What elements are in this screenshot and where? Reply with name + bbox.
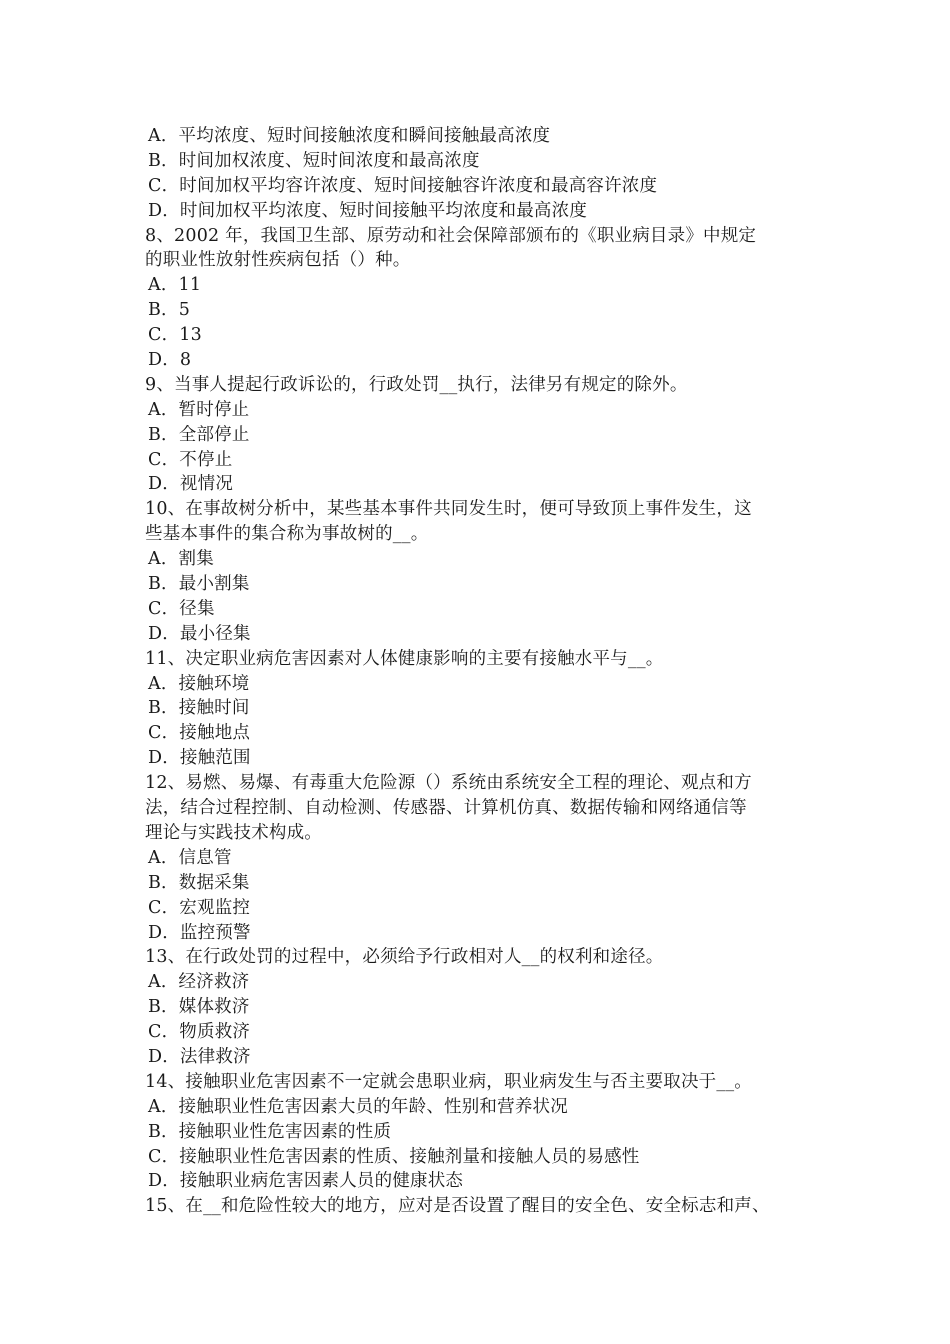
answer-option: B．数据采集 bbox=[148, 872, 250, 893]
question-text: 8、2002 年，我国卫生部、原劳动和社会保障部颁布的《职业病目录》中规定 bbox=[145, 225, 757, 246]
question-text: 9、当事人提起行政诉讼的，行政处罚__执行，法律另有规定的除外。 bbox=[145, 374, 688, 395]
answer-option: B．5 bbox=[148, 300, 191, 321]
answer-option: C．时间加权平均容许浓度、短时间接触容许浓度和最高容许浓度 bbox=[148, 175, 658, 196]
question-text: 法，结合过程控制、自动检测、传感器、计算机仿真、数据传输和网络通信等 bbox=[145, 798, 747, 819]
answer-option: D．视情况 bbox=[148, 474, 234, 495]
answer-option: B．媒体救济 bbox=[148, 997, 250, 1018]
answer-option: B．接触职业性危害因素的性质 bbox=[148, 1121, 392, 1142]
question-text: 13、在行政处罚的过程中，必须给予行政相对人__的权利和途径。 bbox=[145, 947, 664, 968]
answer-option: A．接触环境 bbox=[148, 673, 250, 694]
question-text: 理论与实践技术构成。 bbox=[145, 822, 322, 843]
answer-option: A．暂时停止 bbox=[148, 399, 250, 420]
question-text: 些基本事件的集合称为事故树的__。 bbox=[145, 524, 429, 545]
answer-option: A．接触职业性危害因素大员的年龄、性别和营养状况 bbox=[148, 1096, 568, 1117]
answer-option: A．11 bbox=[148, 275, 202, 296]
answer-option: A．经济救济 bbox=[148, 972, 250, 993]
answer-option: C．接触地点 bbox=[148, 723, 251, 744]
question-text: 12、易燃、易爆、有毒重大危险源（）系统由系统安全工程的理论、观点和方 bbox=[145, 773, 752, 794]
question-text: 的职业性放射性疾病包括（）种。 bbox=[145, 250, 411, 271]
answer-option: C．宏观监控 bbox=[148, 897, 251, 918]
answer-option: D．接触职业病危害因素人员的健康状态 bbox=[148, 1171, 464, 1192]
document-page bbox=[145, 124, 825, 1219]
answer-option: C．物质救济 bbox=[148, 1022, 251, 1043]
answer-option: B．全部停止 bbox=[148, 424, 250, 445]
question-text: 11、决定职业病危害因素对人体健康影响的主要有接触水平与__。 bbox=[145, 648, 664, 669]
answer-option: B．时间加权浓度、短时间浓度和最高浓度 bbox=[148, 150, 480, 171]
answer-option: D．最小径集 bbox=[148, 623, 251, 644]
answer-option: D．法律救济 bbox=[148, 1046, 251, 1067]
question-text: 15、在__和危险性较大的地方，应对是否设置了醒目的安全色、安全标志和声、 bbox=[145, 1196, 770, 1217]
answer-option: D．接触范围 bbox=[148, 748, 251, 769]
answer-option: A．信息管 bbox=[148, 847, 232, 868]
answer-option: B．最小割集 bbox=[148, 574, 250, 595]
answer-option: C．接触职业性危害因素的性质、接触剂量和接触人员的易感性 bbox=[148, 1146, 640, 1167]
answer-option: B．接触时间 bbox=[148, 698, 250, 719]
answer-option: A．平均浓度、短时间接触浓度和瞬间接触最高浓度 bbox=[148, 126, 551, 146]
answer-option: D．监控预警 bbox=[148, 922, 251, 943]
answer-option: D．8 bbox=[148, 350, 192, 371]
answer-option: C．13 bbox=[148, 325, 202, 346]
answer-option: D．时间加权平均浓度、短时间接触平均浓度和最高浓度 bbox=[148, 200, 588, 221]
question-text: 10、在事故树分析中，某些基本事件共同发生时，便可导致顶上事件发生，这 bbox=[145, 499, 752, 520]
question-text: 14、接触职业危害因素不一定就会患职业病，职业病发生与否主要取决于__。 bbox=[145, 1071, 752, 1092]
answer-option: C．不停止 bbox=[148, 449, 233, 470]
answer-option: C．径集 bbox=[148, 598, 215, 619]
answer-option: A．割集 bbox=[148, 549, 214, 570]
